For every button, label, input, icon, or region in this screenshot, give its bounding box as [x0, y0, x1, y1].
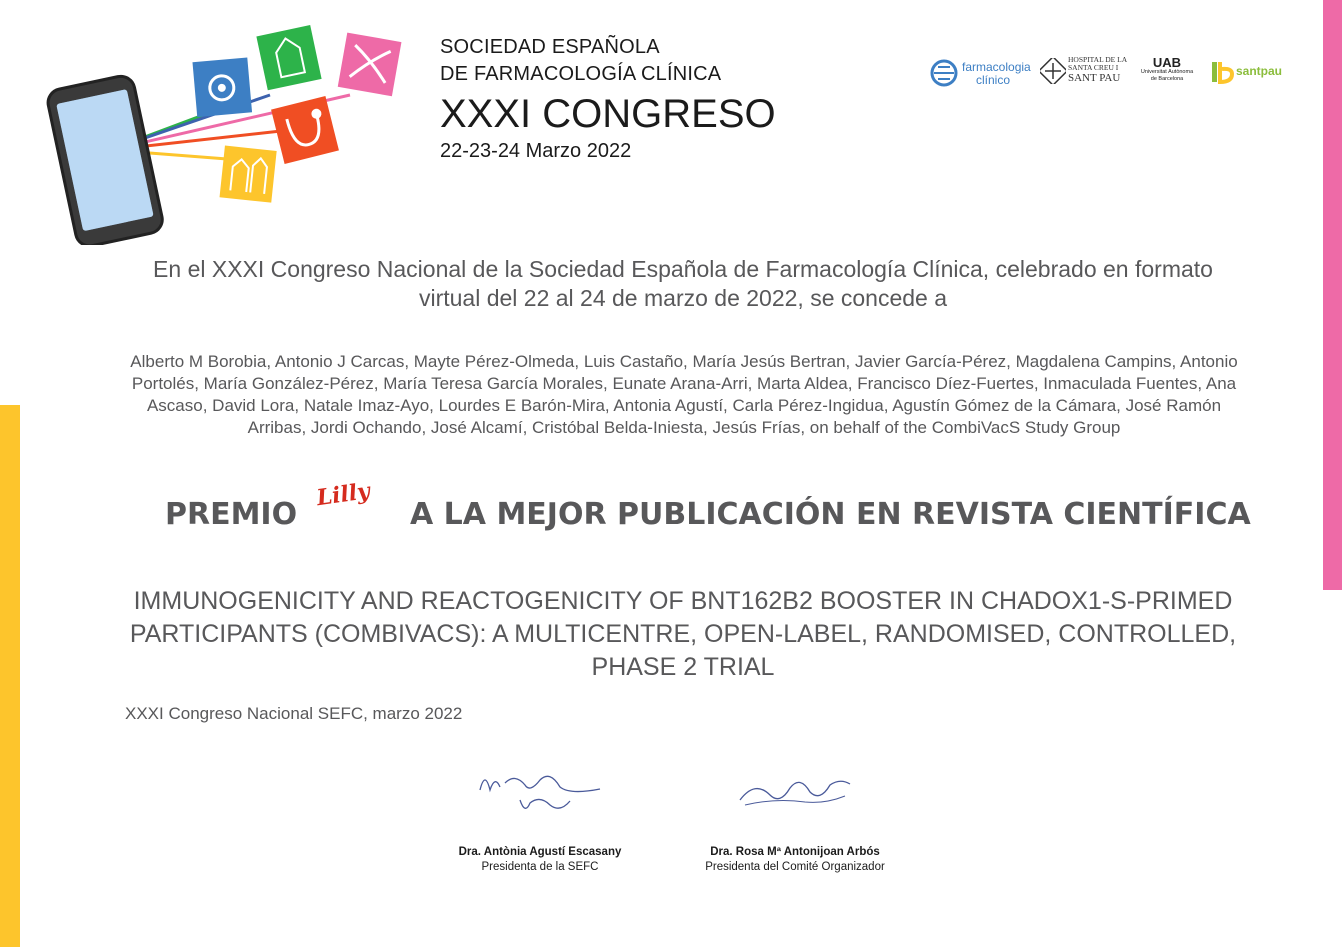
- society-name-line1: SOCIEDAD ESPAÑOLA: [440, 36, 660, 58]
- santpau-logo: [1210, 60, 1290, 90]
- dna-tile-icon: [338, 33, 402, 97]
- sefc-logo-top: farmacologia: [962, 60, 1031, 74]
- society-name-line2: DE FARMACOLOGÍA CLÍNICA: [440, 63, 722, 85]
- hospital-sant-pau-logo: [1040, 56, 1130, 92]
- uab-mark: UAB: [1152, 55, 1182, 70]
- award-premio: PREMIO: [165, 497, 298, 532]
- partner-logos: [925, 50, 1295, 95]
- signatory-2-role: Presidenta del Comité Organizador: [705, 861, 885, 873]
- award-intro-text: En el XXXI Congreso Nacional de la Sociedad Española de Farmacología Clínica, celebrado en formato virtual del 22 al 24 de marzo de 2022, se concede a: [153, 256, 1213, 311]
- hospital-cross-icon: [1040, 58, 1066, 84]
- award-category: A LA MEJOR PUBLICACIÓN EN REVISTA CIENTÍFICA: [410, 497, 1251, 532]
- place-date: XXXI Congreso Nacional SEFC, marzo 2022: [125, 704, 463, 723]
- hospital-line1: HOSPITAL DE LA: [1068, 55, 1128, 64]
- hospital-line3: SANT PAU: [1068, 72, 1121, 84]
- congress-dates: 22-23-24 Marzo 2022: [440, 140, 632, 162]
- uab-logo: [1137, 56, 1197, 92]
- sefc-logo-bottom: clínico: [976, 73, 1011, 87]
- congress-header: [440, 34, 840, 165]
- phone-illustration: [40, 20, 410, 245]
- signature-2-scribble: [735, 770, 855, 815]
- signature-1-scribble: [470, 765, 620, 825]
- church-tile-icon: [256, 25, 321, 90]
- lilly-logo: [313, 477, 383, 517]
- sefc-logo: [930, 55, 1030, 91]
- sefc-logo-icon: [930, 59, 958, 87]
- stethoscope-tile-icon: [271, 96, 339, 164]
- uab-line2: de Barcelona: [1150, 76, 1184, 82]
- santpau-mark-icon: [1210, 60, 1236, 84]
- left-accent-bar: [0, 405, 20, 947]
- hospital-line2: SANTA CREU I: [1068, 63, 1119, 72]
- santpau-word: santpau: [1236, 64, 1283, 78]
- virus-tile-icon: [192, 57, 252, 117]
- signatory-1-name: Dra. Antònia Agustí Escasany: [458, 846, 622, 858]
- uab-line1: Universitat Autònoma: [1140, 69, 1194, 75]
- congress-title: XXXI CONGRESO: [440, 92, 776, 136]
- signatory-1-role: Presidenta de la SEFC: [481, 861, 599, 873]
- cathedral-tile-icon: [220, 146, 277, 203]
- signatory-2-name: Dra. Rosa Mª Antonijoan Arbós: [710, 846, 880, 858]
- award-recipients: Alberto M Borobia, Antonio J Carcas, Mayte Pérez-Olmeda, Luis Castaño, María Jesús Bertran, Javier García-Pérez, Magdalena Campins, Antonio Portolés, María González-Pérez, María Teresa García Morales, Eunate Arana-Arri, Marta Aldea, Francisco Díez-Fuertes, Inmaculada Fuentes, Ana Ascaso, David Lora, Natale Imaz-Ayo, Lourdes E Barón-Mira, Antonia Agustí, Carla Pérez-Ingidua, Agustín Gómez de la Cámara, José Ramón Arribas, Jordi Ochando, José Alcamí, Cristóbal Belda-Iniesta, Jesús Frías, on behalf of the CombiVacS Study Group: [130, 352, 1238, 437]
- award-title: [0, 478, 1342, 539]
- signatory-2: [680, 845, 910, 875]
- signatory-1: [440, 845, 640, 875]
- publication-title: IMMUNOGENICITY AND REACTOGENICITY OF BNT162B2 BOOSTER IN CHADOX1-S-PRIMED PARTICIPANTS (COMBIVACS): A MULTICENTRE, OPEN-LABEL, RANDOMISED, CONTROLLED, PHASE 2 TRIAL: [129, 587, 1237, 681]
- lilly-logo-text: Lilly: [315, 478, 372, 512]
